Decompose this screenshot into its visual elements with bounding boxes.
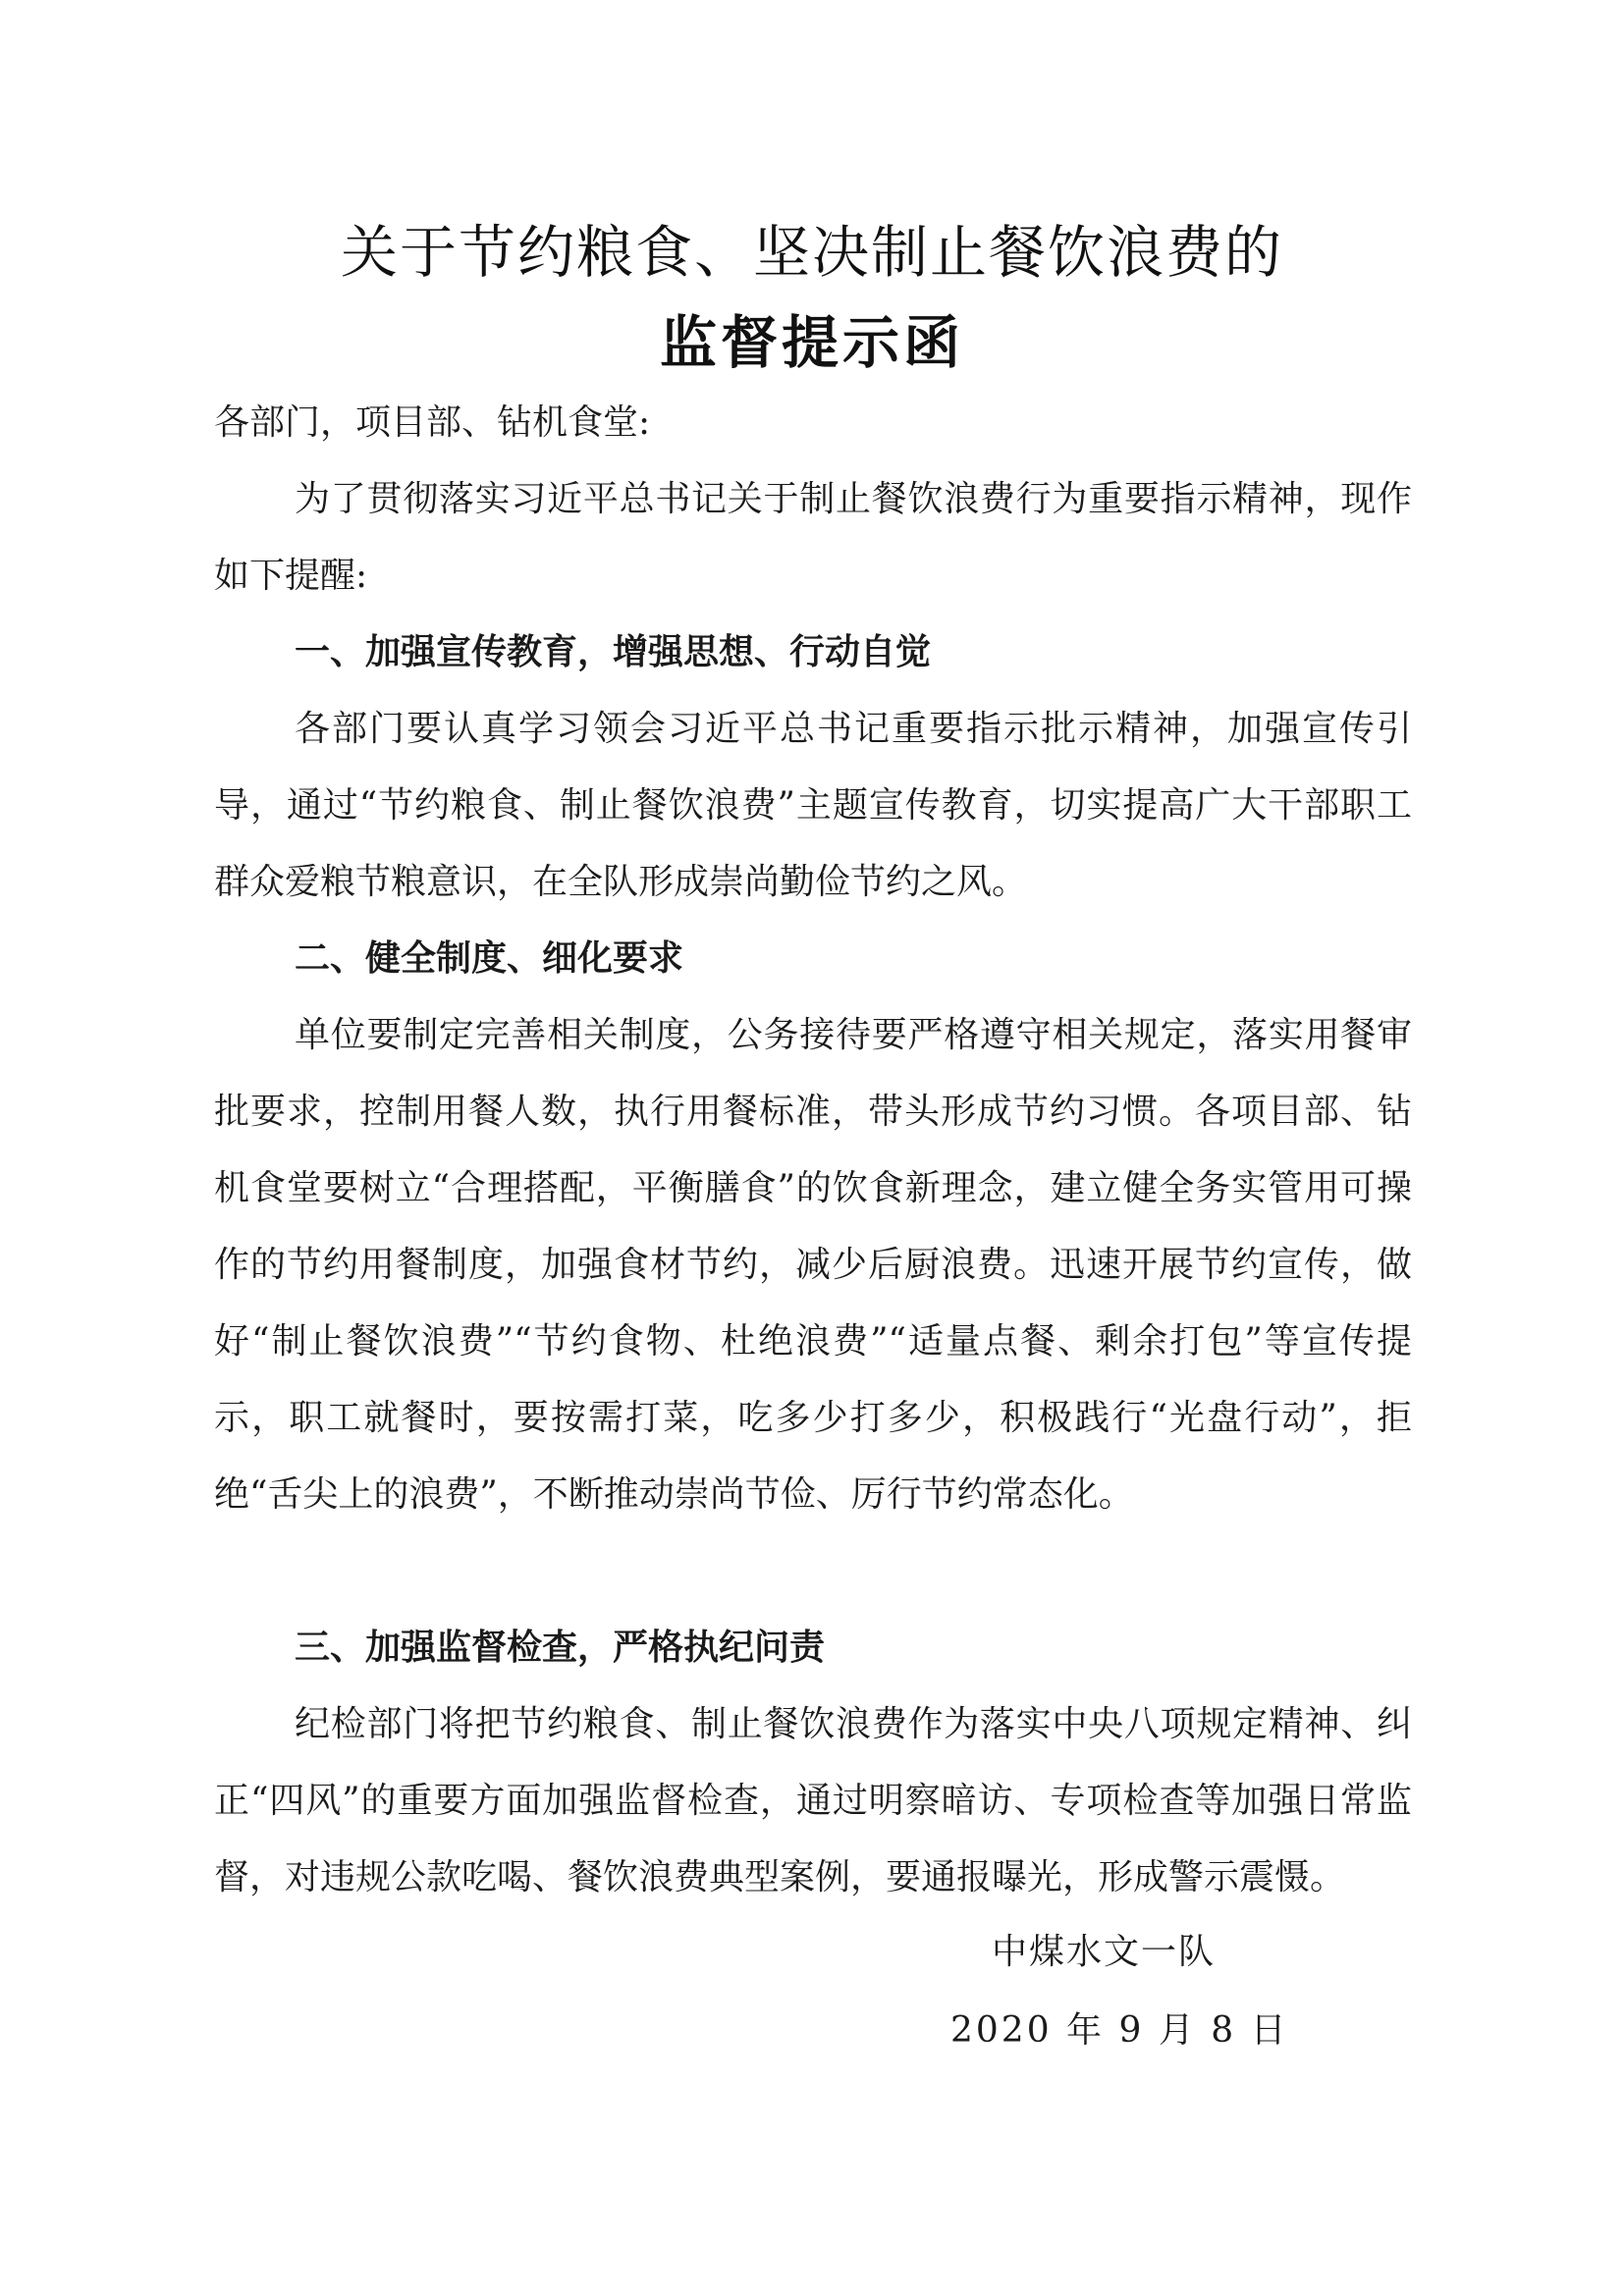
intro-paragraph: 为了贯彻落实习近平总书记关于制止餐饮浪费行为重要指示精神，现作如下提醒: bbox=[214, 479, 1412, 596]
section-2-body: 单位要制定完善相关制度，公务接待要严格遵守相关规定，落实用餐审批要求，控制用餐人数，执行用餐标准，带头形成节约习惯。各项目部、钻机食堂要树立“合理搭配，平衡膳食”的饮食新理念，建立健全务实管用可操作的节约用餐制度，加强食材节约，减少后厨浪费。迅速开展节约宣传，做好“制止餐饮浪费”“节约食物、杜绝浪费”“适量点餐、剩余打包”等宣传提示，职工就餐时，要按需打菜，吃多少打多少，积极践行“光盘行动”，拒绝“舌尖上的浪费”，不断推动崇尚节俭、厉行节约常态化。 bbox=[214, 1015, 1412, 1515]
signature-date: 2020 年 9 月 8 日 bbox=[950, 2010, 1289, 2051]
salutation: 各部门，项目部、钻机食堂: bbox=[214, 402, 651, 443]
section-1-heading: 一、加强宣传教育，增强思想、行动自觉 bbox=[295, 632, 932, 672]
section-2-heading: 二、健全制度、细化要求 bbox=[295, 938, 684, 979]
document-title-line-2: 监督提示函 bbox=[659, 309, 964, 376]
section-1-body: 各部门要认真学习领会习近平总书记重要指示批示精神，加强宣传引导，通过“节约粮食、制止餐饮浪费”主题宣传教育，切实提高广大干部职工群众爱粮节粮意识，在全队形成崇尚勤俭节约之风。 bbox=[214, 709, 1412, 902]
section-3-heading: 三、加强监督检查，严格执纪问责 bbox=[295, 1628, 826, 1668]
section-3-body: 纪检部门将把节约粮食、制止餐饮浪费作为落实中央八项规定精神、纠正“四风”的重要方面加强监督检查，通过明察暗访、专项检查等加强日常监督，对违规公款吃喝、餐饮浪费典型案例，要通报曝光，形成警示震慑。 bbox=[214, 1704, 1412, 1897]
signature-organization: 中煤水文一队 bbox=[992, 1932, 1217, 1972]
document-title-line-1: 关于节约粮食、坚决制止餐饮浪费的 bbox=[340, 219, 1283, 286]
